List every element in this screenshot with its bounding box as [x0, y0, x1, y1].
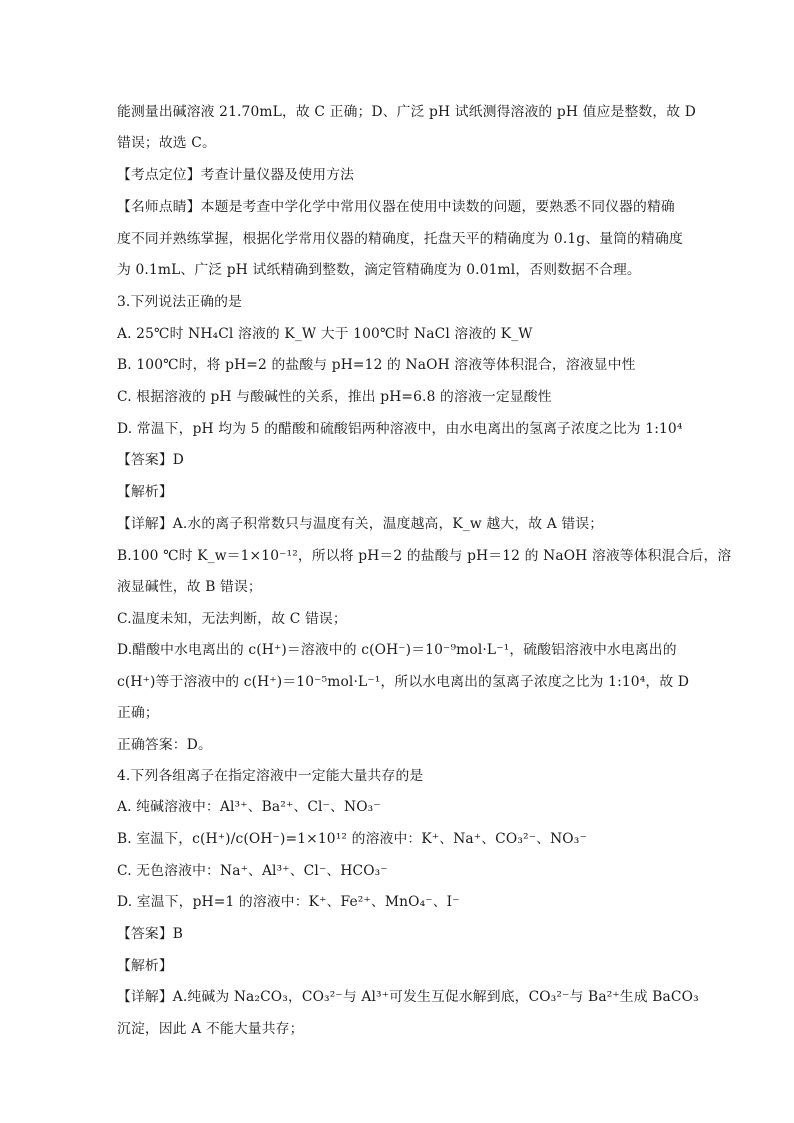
text-line: 为 0.1mL、广泛 pH 试纸精确到整数，滴定管精确度为 0.01ml，否则数据不合理。	[117, 262, 641, 278]
text-line: c(H⁺)等于溶液中的 c(H⁺)＝10⁻⁵mol·L⁻¹，所以水电离出的氢离子浓度之比为 1:10⁴，故 D	[117, 674, 690, 690]
text-line: C.温度未知，无法判断，故 C 错误；	[117, 611, 347, 627]
option-d: D. 室温下，pH=1 的溶液中：K⁺、Fe²⁺、MnO₄⁻、I⁻	[117, 894, 460, 910]
text-line: B.100 ℃时 K_w＝1×10⁻¹²，所以将 pH＝2 的盐酸与 pH＝12 的 NaOH 溶液等体积混合后，溶	[117, 548, 732, 564]
text-line: 正确答案：D。	[117, 737, 212, 753]
question-title: 3.下列说法正确的是	[117, 294, 243, 310]
answer-label: 【答案】B	[117, 926, 184, 942]
analysis-label: 【解析】	[117, 958, 173, 974]
option-c: C. 根据溶液的 pH 与酸碱性的关系，推出 pH=6.8 的溶液一定显酸性	[117, 389, 552, 405]
analysis-label: 【解析】	[117, 484, 173, 500]
option-b: B. 室温下，c(H⁺)/c(OH⁻)=1×10¹² 的溶液中：K⁺、Na⁺、CO₃²⁻、NO₃⁻	[117, 831, 587, 847]
text-line: 【详解】A.水的离子积常数只与温度有关，温度越高，K_w 越大，故 A 错误；	[117, 516, 604, 532]
option-a: A. 25℃时 NH₄Cl 溶液的 K_W 大于 100℃时 NaCl 溶液的 K_W	[117, 326, 533, 342]
text-line: 液显碱性，故 B 错误；	[117, 579, 262, 595]
option-b: B. 100℃时，将 pH=2 的盐酸与 pH=12 的 NaOH 溶液等体积混合，溶液显中性	[117, 357, 636, 373]
text-line: 【详解】A.纯碱为 Na₂CO₃，CO₃²⁻与 Al³⁺可发生互促水解到底，CO₃²⁻与 Ba²⁺生成 BaCO₃	[117, 989, 699, 1005]
question-title: 4.下列各组离子在指定溶液中一定能大量共存的是	[117, 768, 424, 784]
text-line: 正确；	[117, 705, 159, 721]
text-line: 能测量出碱溶液 21.70mL，故 C 正确；D、广泛 pH 试纸测得溶液的 pH 值应是整数，故 D	[117, 104, 696, 120]
section-heading: 【考点定位】考查计量仪器及使用方法	[117, 167, 355, 183]
text-line: 错误；故选 C。	[117, 135, 216, 151]
option-d: D. 常温下，pH 均为 5 的醋酸和硫酸铝两种溶液中，由水电离出的氢离子浓度之比为 1:10⁴	[117, 421, 683, 437]
option-a: A. 纯碱溶液中：Al³⁺、Ba²⁺、Cl⁻、NO₃⁻	[117, 799, 381, 815]
text-line: 度不同并熟练掌握，根据化学常用仪器的精确度，托盘天平的精确度为 0.1g、量筒的精确度	[117, 231, 683, 247]
text-line: D.醋酸中水电离出的 c(H⁺)＝溶液中的 c(OH⁻)＝10⁻⁹mol·L⁻¹，硫酸铝溶液中水电离出的	[117, 642, 677, 658]
answer-label: 【答案】D	[117, 452, 184, 468]
text-line: 沉淀，因此 A 不能大量共存；	[117, 1021, 304, 1037]
text-line: 【名师点睛】本题是考查中学化学中常用仪器在使用中读数的问题，要熟悉不同仪器的精确	[117, 199, 675, 215]
option-c: C. 无色溶液中：Na⁺、Al³⁺、Cl⁻、HCO₃⁻	[117, 863, 388, 879]
